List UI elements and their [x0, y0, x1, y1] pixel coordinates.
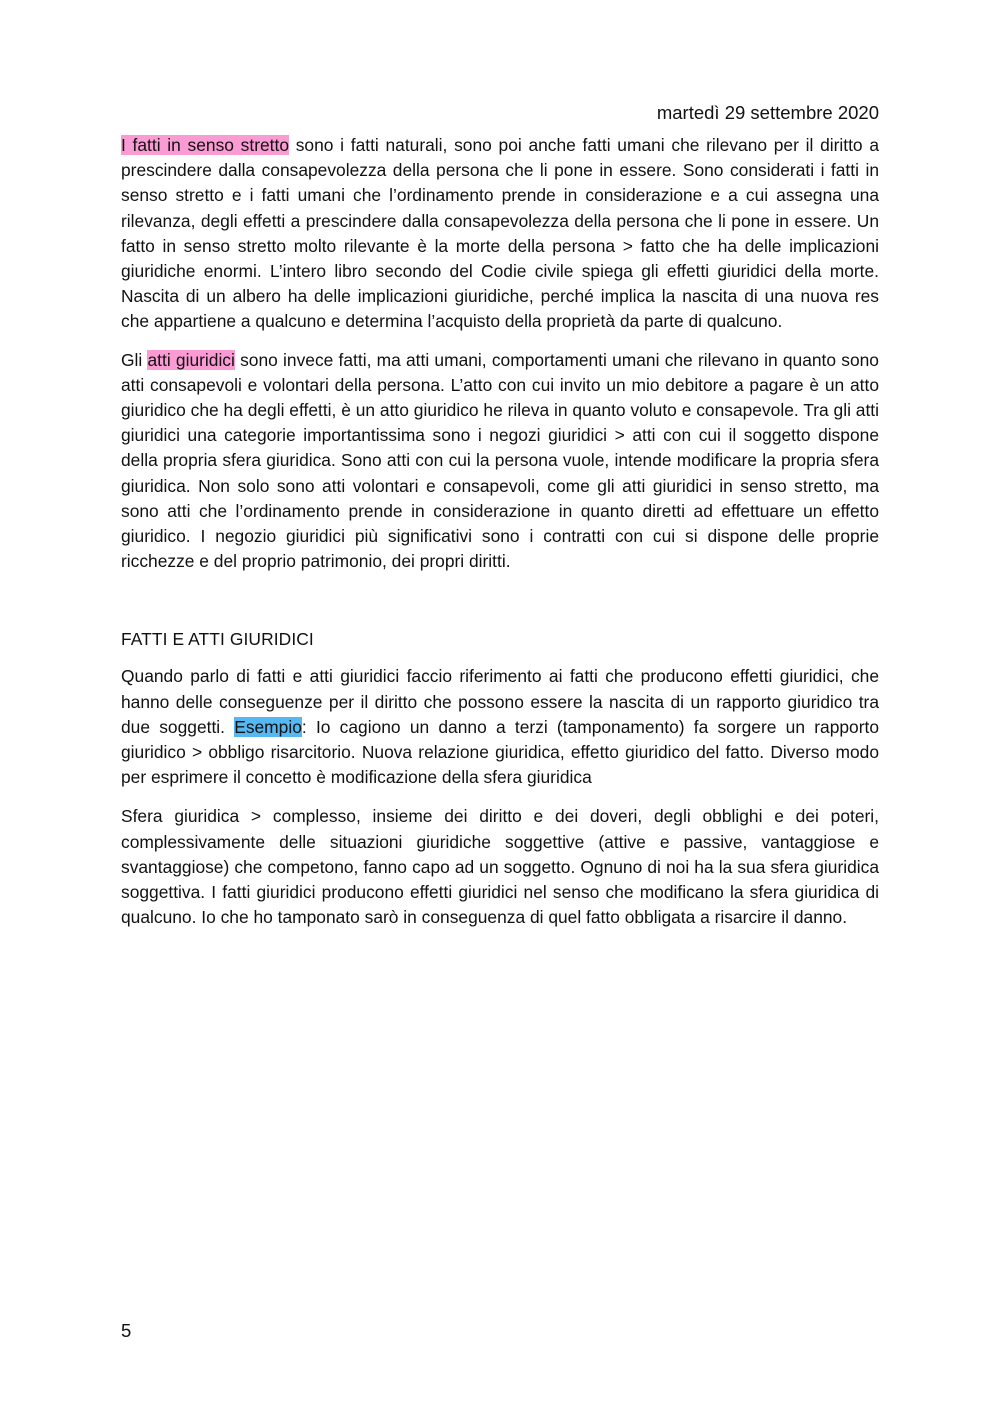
page-number: 5	[121, 1320, 132, 1341]
paragraph-fatti-in-senso-stretto	[121, 133, 879, 335]
paragraph-sfera-giuridica	[121, 804, 879, 930]
paragraph-text: sono invece fatti, ma atti umani, comportamenti umani che rilevano in quanto sono atti consapevoli e volontari della persona. L’atto con cui invito un mio debitore a pagare è un atto giuridico che ha degli effetti, è un atto giuridico he rileva in quanto voluto e consapevole. Tra gli atti giuridici una categorie importantissima sono i negozi giuridici > atti con cui il soggetto dispone della propria sfera giuridica. Sono atti con cui la persona vuole, intende modificare la propria sfera giuridica. Non solo sono atti volontari e consapevoli, come gli atti giuridici in senso stretto, ma sono atti che l’ordinamento prende in considerazione in quanto diretti ad effettuare un effetto giuridico. I negozio giuridici più significativi sono i contratti con cui si dispone delle proprie ricchezze e del proprio patrimonio, dei propri diritti.	[121, 349, 879, 572]
paragraph-lead-text: Gli	[121, 349, 148, 370]
highlighted-term: atti giuridici	[147, 349, 235, 370]
header-date: martedì 29 settembre 2020	[656, 102, 879, 123]
document-body	[121, 133, 879, 930]
section-heading: FATTI E ATTI GIURIDICI	[121, 629, 314, 650]
paragraph-lead-text: Quando parlo di fatti e atti giuridici faccio riferimento ai fatti che producono effetti giuridici, che hanno delle conseguenze per il diritto che possono essere la nascita di un rapporto giuridico tra due soggetti.	[121, 666, 879, 737]
paragraph-text: Sfera giuridica > complesso, insieme dei diritto e dei doveri, degli obblighi e dei poteri, complessivamente delle situazioni giuridiche soggettive (attive e passive, vantaggiose e svantaggiose) che competono, fanno capo ad un soggetto. Ognuno di noi ha la sua sfera giuridica soggettiva. I fatti giuridici producono effetti giuridici nel senso che modificano la sfera giuridica di qualcuno. Io che ho tamponato sarò in conseguenza di quel fatto obbligata a risarcire il danno.	[121, 806, 879, 928]
highlighted-example: Esempio	[234, 716, 302, 737]
paragraph-fatti-e-atti	[121, 664, 879, 790]
highlighted-term: I fatti in senso stretto	[121, 135, 290, 155]
paragraph-atti-giuridici	[121, 348, 879, 575]
paragraph-text: sono i fatti naturali, sono poi anche fatti umani che rilevano per il diritto a prescindere dalla consapevolezza della persona che li pone in essere. Sono considerati i fatti in senso stretto e i fatti umani che l’ordinamento prende in considerazione e a cui assegna una rilevanza, degli effetti a prescindere dalla consapevolezza della persona che li pone in essere. Un fatto in senso stretto molto rilevante è la morte della persona > fatto che ha delle implicazioni giuridiche enormi. L’intero libro secondo del Codie civile spiega gli effetti giuridici della morte. Nascita di un albero ha delle implicazioni giuridiche, perché implica la nascita di una nuova res che appartiene a qualcuno e determina l’acquisto della proprietà da parte di qualcuno.	[121, 135, 879, 332]
paragraph-text: : Io cagiono un danno a terzi (tamponamento) fa sorgere un rapporto giuridico > obbligo risarcitorio. Nuova relazione giuridica, effetto giuridico del fatto. Diverso modo per esprimere il concetto è modificazione della sfera giuridica	[121, 716, 880, 788]
